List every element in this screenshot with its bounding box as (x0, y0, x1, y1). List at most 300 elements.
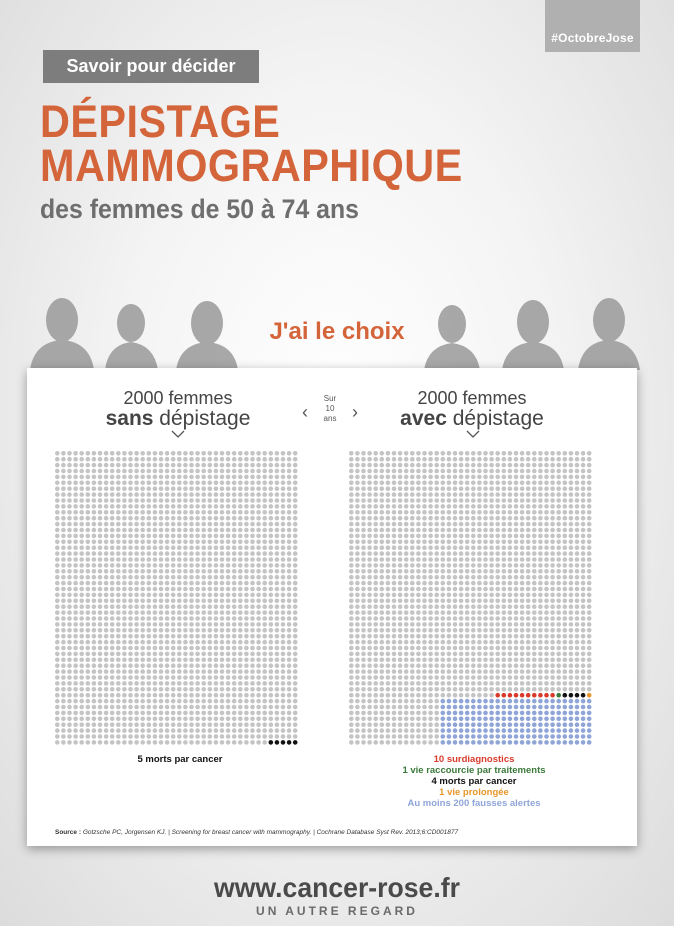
woman-dot (195, 717, 200, 722)
woman-dot (380, 734, 385, 739)
woman-dot (220, 534, 225, 539)
woman-dot (177, 492, 182, 497)
woman-dot (422, 587, 427, 592)
woman-dot (250, 575, 255, 580)
woman-dot (502, 569, 507, 574)
woman-dot (134, 504, 139, 509)
woman-dot (404, 486, 409, 491)
woman-dot (544, 457, 549, 462)
woman-dot (532, 663, 537, 668)
woman-dot (171, 510, 176, 515)
left-outcome: 5 morts par cancer (137, 754, 223, 765)
woman-dot (104, 581, 109, 586)
woman-dot (128, 581, 133, 586)
woman-dot (367, 652, 372, 657)
woman-dot (220, 504, 225, 509)
woman-dot (398, 610, 403, 615)
woman-dot (392, 457, 397, 462)
woman-dot (104, 469, 109, 474)
woman-dot (422, 622, 427, 627)
woman-dot (520, 640, 525, 645)
woman-dot (269, 510, 274, 515)
woman-dot (367, 593, 372, 598)
woman-dot (465, 575, 470, 580)
woman-dot (140, 469, 145, 474)
woman-dot (483, 528, 488, 533)
woman-dot (171, 663, 176, 668)
woman-dot (569, 616, 574, 621)
woman-dot (544, 675, 549, 680)
woman-dot (410, 581, 415, 586)
woman-dot (392, 669, 397, 674)
woman-dot (398, 486, 403, 491)
woman-dot (122, 734, 127, 739)
woman-dot (380, 740, 385, 745)
woman-dot (508, 640, 513, 645)
woman-dot (508, 669, 513, 674)
woman-dot (367, 569, 372, 574)
outcome-prolonged: 1 vie prolongée (439, 787, 509, 798)
woman-dot (73, 717, 78, 722)
woman-dot (495, 551, 500, 556)
woman-dot (79, 481, 84, 486)
woman-dot (61, 534, 66, 539)
woman-dot (550, 717, 555, 722)
woman-dot (244, 634, 249, 639)
woman-dot (61, 610, 66, 615)
woman-dot (355, 457, 360, 462)
woman-dot (453, 528, 458, 533)
woman-dot (189, 587, 194, 592)
woman-dot (587, 575, 592, 580)
woman-dot (128, 557, 133, 562)
woman-dot (177, 463, 182, 468)
woman-dot (214, 522, 219, 527)
woman-dot (128, 593, 133, 598)
woman-dot (67, 587, 72, 592)
woman-dot (489, 475, 494, 480)
woman-dot (183, 451, 188, 456)
woman-dot (587, 528, 592, 533)
woman-dot (550, 551, 555, 556)
woman-dot (214, 628, 219, 633)
woman-dot (349, 563, 354, 568)
woman-dot (386, 604, 391, 609)
woman-dot (73, 587, 78, 592)
woman-dot (73, 540, 78, 545)
woman-dot (269, 699, 274, 704)
woman-dot (367, 563, 372, 568)
woman-dot (514, 534, 519, 539)
woman-dot (404, 457, 409, 462)
woman-dot (532, 652, 537, 657)
woman-dot (256, 628, 261, 633)
woman-dot (128, 516, 133, 521)
woman-dot (483, 545, 488, 550)
woman-dot (256, 528, 261, 533)
woman-dot (195, 575, 200, 580)
woman-dot (275, 463, 280, 468)
woman-dot (373, 646, 378, 651)
woman-dot (262, 699, 267, 704)
woman-dot (367, 663, 372, 668)
woman-dot (220, 658, 225, 663)
woman-dot (575, 528, 580, 533)
woman-dot (410, 652, 415, 657)
right-count: 2000 femmes (417, 388, 527, 408)
woman-dot (471, 481, 476, 486)
woman-dot (269, 722, 274, 727)
woman-dot (293, 569, 298, 574)
woman-dot (398, 717, 403, 722)
woman-dot (361, 516, 366, 521)
woman-dot (569, 587, 574, 592)
woman-dot (147, 516, 152, 521)
woman-dot (159, 681, 164, 686)
woman-dot (428, 581, 433, 586)
woman-dot (434, 557, 439, 562)
woman-dot (373, 486, 378, 491)
woman-dot (232, 469, 237, 474)
woman-dot (434, 451, 439, 456)
woman-dot (410, 540, 415, 545)
woman-dot (275, 457, 280, 462)
woman-dot (98, 728, 103, 733)
woman-dot (61, 658, 66, 663)
woman-dot (153, 634, 158, 639)
woman-dot (189, 663, 194, 668)
woman-dot (495, 522, 500, 527)
woman-dot (269, 481, 274, 486)
woman-dot (140, 498, 145, 503)
woman-dot (122, 699, 127, 704)
woman-dot (201, 522, 206, 527)
woman-dot (483, 481, 488, 486)
woman-dot (459, 722, 464, 727)
woman-dot (349, 687, 354, 692)
woman-dot (380, 675, 385, 680)
woman-dot (355, 740, 360, 745)
woman-dot (502, 451, 507, 456)
woman-dot (92, 652, 97, 657)
woman-dot (177, 563, 182, 568)
woman-dot (122, 705, 127, 710)
woman-dot (477, 534, 482, 539)
woman-dot (587, 475, 592, 480)
woman-dot (508, 622, 513, 627)
woman-dot (459, 628, 464, 633)
woman-dot (171, 451, 176, 456)
woman-dot (575, 593, 580, 598)
woman-dot (410, 705, 415, 710)
woman-dot (256, 675, 261, 680)
woman-dot (262, 534, 267, 539)
woman-dot (373, 516, 378, 521)
woman-dot (208, 545, 213, 550)
woman-dot (380, 563, 385, 568)
woman-dot (140, 628, 145, 633)
woman-dot (171, 522, 176, 527)
woman-dot (73, 581, 78, 586)
woman-dot (281, 622, 286, 627)
woman-dot (471, 699, 476, 704)
woman-dot (269, 504, 274, 509)
woman-dot (544, 693, 549, 698)
woman-dot (416, 734, 421, 739)
woman-dot (471, 646, 476, 651)
woman-dot (441, 687, 446, 692)
woman-dot (153, 551, 158, 556)
woman-dot (459, 528, 464, 533)
woman-dot (220, 481, 225, 486)
woman-dot (140, 545, 145, 550)
woman-dot (226, 516, 231, 521)
woman-dot (349, 516, 354, 521)
woman-dot (195, 522, 200, 527)
woman-dot (79, 728, 84, 733)
woman-dot (195, 599, 200, 604)
woman-dot (489, 545, 494, 550)
woman-dot (483, 616, 488, 621)
woman-dot (287, 463, 292, 468)
woman-dot (104, 687, 109, 692)
woman-dot (453, 628, 458, 633)
woman-dot (355, 705, 360, 710)
woman-dot (232, 486, 237, 491)
woman-dot (262, 687, 267, 692)
woman-dot (441, 675, 446, 680)
woman-dot (165, 534, 170, 539)
woman-dot (404, 628, 409, 633)
woman-dot (116, 734, 121, 739)
woman-dot (520, 486, 525, 491)
woman-dot (232, 492, 237, 497)
woman-dot (67, 557, 72, 562)
woman-dot (262, 717, 267, 722)
woman-dot (189, 675, 194, 680)
woman-dot (361, 540, 366, 545)
woman-dot (532, 734, 537, 739)
woman-dot (104, 510, 109, 515)
woman-dot (177, 717, 182, 722)
woman-dot (61, 728, 66, 733)
woman-dot (404, 728, 409, 733)
woman-dot (250, 705, 255, 710)
woman-dot (502, 587, 507, 592)
woman-dot (232, 528, 237, 533)
woman-dot (398, 557, 403, 562)
woman-dot (201, 663, 206, 668)
woman-dot (465, 604, 470, 609)
woman-dot (165, 528, 170, 533)
woman-dot (220, 652, 225, 657)
woman-dot (159, 640, 164, 645)
woman-dot (373, 652, 378, 657)
woman-dot (373, 728, 378, 733)
woman-dot (226, 492, 231, 497)
woman-dot (410, 593, 415, 598)
woman-dot (544, 722, 549, 727)
woman-dot (434, 599, 439, 604)
woman-dot (110, 663, 115, 668)
woman-dot (287, 551, 292, 556)
woman-dot (550, 610, 555, 615)
woman-dot (453, 463, 458, 468)
woman-dot (441, 693, 446, 698)
woman-dot (386, 481, 391, 486)
woman-dot (201, 740, 206, 745)
woman-dot (140, 717, 145, 722)
woman-dot (256, 652, 261, 657)
woman-dot (416, 563, 421, 568)
woman-dot (128, 498, 133, 503)
woman-dot (404, 481, 409, 486)
woman-dot (471, 569, 476, 574)
woman-dot (214, 451, 219, 456)
woman-dot (386, 486, 391, 491)
woman-dot (355, 551, 360, 556)
woman-dot (404, 451, 409, 456)
woman-dot (428, 717, 433, 722)
woman-dot (183, 593, 188, 598)
woman-dot (110, 498, 115, 503)
woman-dot (483, 675, 488, 680)
woman-dot (404, 652, 409, 657)
woman-dot (563, 522, 568, 527)
woman-dot (244, 481, 249, 486)
woman-dot (104, 504, 109, 509)
woman-dot (514, 486, 519, 491)
woman-dot (220, 669, 225, 674)
woman-dot (159, 604, 164, 609)
woman-dot (244, 663, 249, 668)
woman-dot (79, 699, 84, 704)
woman-dot (147, 663, 152, 668)
woman-dot (177, 675, 182, 680)
woman-dot (256, 551, 261, 556)
woman-dot (483, 681, 488, 686)
woman-dot (256, 681, 261, 686)
woman-dot (195, 669, 200, 674)
woman-dot (355, 628, 360, 633)
woman-dot (122, 599, 127, 604)
woman-dot (281, 663, 286, 668)
woman-dot (587, 492, 592, 497)
woman-dot (508, 628, 513, 633)
woman-dot (514, 540, 519, 545)
woman-dot (153, 481, 158, 486)
woman-dot (373, 504, 378, 509)
woman-dot (116, 510, 121, 515)
woman-dot (514, 669, 519, 674)
woman-dot (269, 634, 274, 639)
woman-dot (532, 516, 537, 521)
woman-dot (238, 575, 243, 580)
woman-dot (416, 593, 421, 598)
woman-dot (459, 457, 464, 462)
footer-url[interactable]: www.cancer-rose.fr (214, 872, 460, 903)
woman-dot (526, 522, 531, 527)
woman-dot (380, 581, 385, 586)
woman-dot (502, 457, 507, 462)
woman-dot (355, 575, 360, 580)
woman-dot (392, 504, 397, 509)
woman-dot (587, 522, 592, 527)
woman-dot (465, 481, 470, 486)
woman-dot (116, 504, 121, 509)
woman-dot (140, 528, 145, 533)
woman-dot (238, 681, 243, 686)
woman-dot (110, 693, 115, 698)
woman-dot (122, 575, 127, 580)
woman-dot (550, 628, 555, 633)
woman-dot (122, 728, 127, 733)
woman-dot (361, 669, 366, 674)
woman-dot (171, 516, 176, 521)
woman-dot (538, 463, 543, 468)
woman-dot (428, 528, 433, 533)
woman-dot (250, 510, 255, 515)
woman-dot (153, 599, 158, 604)
woman-dot (355, 722, 360, 727)
woman-dot (434, 740, 439, 745)
woman-dot (153, 557, 158, 562)
woman-dot (563, 717, 568, 722)
woman-dot (244, 463, 249, 468)
woman-dot (287, 587, 292, 592)
woman-dot (183, 717, 188, 722)
woman-dot (367, 622, 372, 627)
woman-dot (398, 734, 403, 739)
woman-dot (214, 669, 219, 674)
woman-dot (575, 652, 580, 657)
woman-dot (386, 563, 391, 568)
woman-dot (532, 551, 537, 556)
woman-dot (483, 463, 488, 468)
woman-dot (410, 717, 415, 722)
woman-dot (361, 628, 366, 633)
woman-dot (183, 604, 188, 609)
woman-dot (489, 675, 494, 680)
woman-dot (453, 740, 458, 745)
woman-dot (587, 540, 592, 545)
woman-dot (55, 504, 60, 509)
woman-dot (459, 640, 464, 645)
woman-dot (232, 563, 237, 568)
woman-dot (269, 616, 274, 621)
woman-dot (398, 599, 403, 604)
woman-dot (116, 498, 121, 503)
woman-dot (110, 587, 115, 592)
woman-dot (92, 469, 97, 474)
woman-dot (177, 681, 182, 686)
woman-dot (122, 551, 127, 556)
woman-dot (140, 705, 145, 710)
woman-dot (195, 628, 200, 633)
woman-dot (147, 693, 152, 698)
woman-dot (477, 717, 482, 722)
woman-dot (226, 740, 231, 745)
woman-dot (532, 534, 537, 539)
woman-dot (128, 481, 133, 486)
woman-dot (55, 722, 60, 727)
woman-dot (520, 569, 525, 574)
woman-dot (514, 663, 519, 668)
woman-dot (483, 699, 488, 704)
page-title (40, 96, 463, 191)
woman-dot (441, 534, 446, 539)
woman-dot (367, 634, 372, 639)
